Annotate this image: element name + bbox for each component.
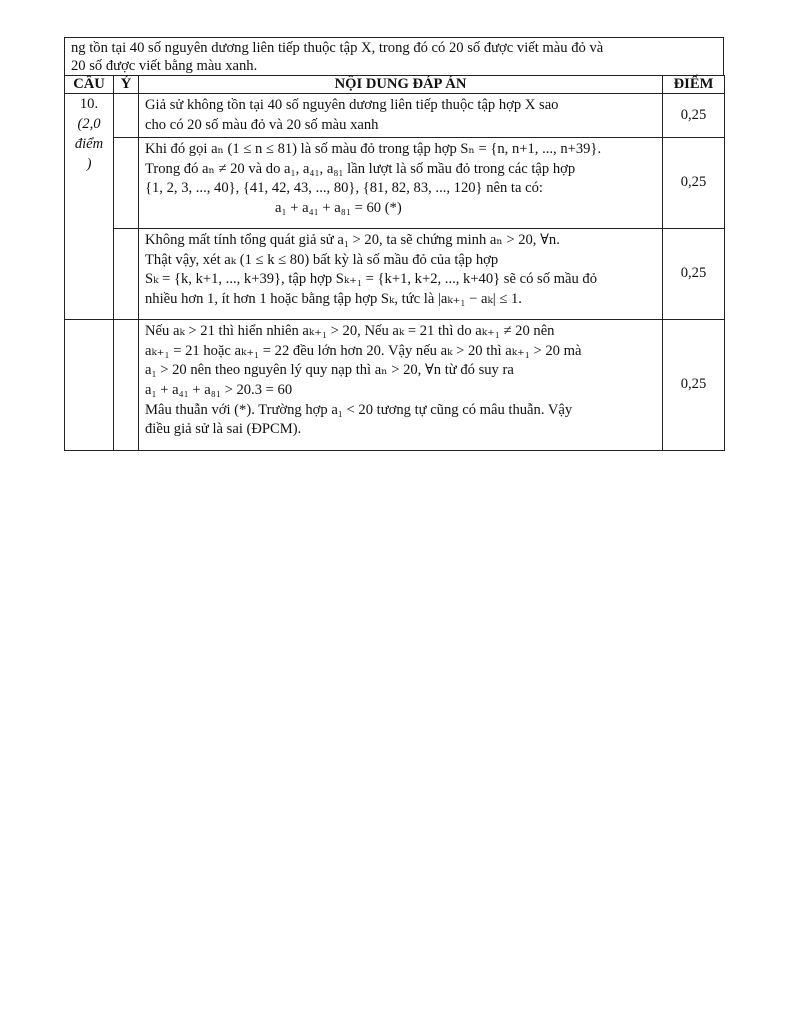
question-points: điểm [74, 136, 104, 152]
table-row [65, 94, 725, 138]
answer-content-cell [139, 138, 663, 229]
sub-item-cell [114, 138, 139, 229]
answer-line: a₁ > 20 nên theo nguyên lý quy nạp thì aₙ > 20, ∀n từ đó suy ra [145, 362, 514, 379]
answer-line: aₖ₊₁ = 21 hoặc aₖ₊₁ = 22 đều lớn hơn 20. Vậy nếu aₖ > 20 thì aₖ₊₁ > 20 mà [145, 342, 582, 359]
score-cell: 0,25 [663, 320, 725, 451]
table-row [65, 229, 725, 320]
answer-line: Mâu thuẫn với (*). Trường hợp a₁ < 20 tương tự cũng có mâu thuẫn. Vậy [145, 401, 573, 418]
header-diem: ĐIỂM [663, 76, 725, 94]
header-y: Ý [114, 76, 139, 94]
sub-item-cell [114, 229, 139, 320]
answer-line: Khi đó gọi aₙ (1 ≤ n ≤ 81) là số màu đỏ trong tập hợp Sₙ = {n, n+1, ..., n+39}. [145, 141, 602, 158]
score-cell: 0,25 [663, 94, 725, 138]
table-row [65, 138, 725, 229]
question-number: 10. [79, 96, 99, 112]
answer-line: Giả sử không tồn tại 40 số nguyên dương liên tiếp thuộc tập hợp X sao [145, 97, 559, 113]
intro-line: 20 số được viết bằng màu xanh. [71, 58, 258, 74]
answer-table [64, 75, 725, 451]
header-row [65, 76, 725, 94]
header-content: NỘI DUNG ĐÁP ÁN [139, 76, 663, 94]
answer-content-cell [139, 229, 663, 320]
answer-line: a₁ + a₄₁ + a₈₁ > 20.3 = 60 [145, 381, 293, 398]
question-points: (2,0 [77, 116, 101, 132]
answer-line: {1, 2, 3, ..., 40}, {41, 42, 43, ..., 80}, {81, 82, 83, ..., 120} nên ta có: [145, 180, 543, 197]
equation-line: a₁ + a₄₁ + a₈₁ = 60 (*) [275, 199, 402, 216]
problem-statement-fragment [64, 37, 724, 75]
answer-line: Trong đó aₙ ≠ 20 và do a₁, a₄₁, a₈₁ lần lượt là số mầu đỏ trong các tập hợp [145, 160, 576, 177]
answer-line: nhiều hơn 1, ít hơn 1 hoặc bằng tập hợp Sₖ, tức là |aₖ₊₁ − aₖ| ≤ 1. [145, 290, 522, 307]
question-points: ) [86, 156, 92, 172]
answer-key-page [64, 37, 724, 451]
sub-item-cell [114, 94, 139, 138]
sub-item-cell [114, 320, 139, 451]
question-number-cell [65, 320, 114, 451]
answer-line: Sₖ = {k, k+1, ..., k+39}, tập hợp Sₖ₊₁ = {k+1, k+2, ..., k+40} sẽ có số mầu đỏ [145, 271, 598, 288]
intro-line: ng tồn tại 40 số nguyên dương liên tiếp thuộc tập X, trong đó có 20 số được viết màu đỏ và [71, 40, 604, 56]
answer-line: điều giả sử là sai (ĐPCM). [145, 421, 302, 438]
question-number-cell [65, 94, 114, 320]
header-cau: CÂU [65, 76, 114, 94]
answer-content-cell [139, 320, 663, 451]
answer-line: Không mất tính tổng quát giả sử a₁ > 20, ta sẽ chứng minh aₙ > 20, ∀n. [145, 232, 560, 249]
score-cell: 0,25 [663, 229, 725, 320]
table-row [65, 320, 725, 451]
answer-line: Nếu aₖ > 21 thì hiển nhiên aₖ₊₁ > 20, Nếu aₖ = 21 thì do aₖ₊₁ ≠ 20 nên [145, 323, 555, 340]
answer-line: cho có 20 số màu đỏ và 20 số màu xanh [145, 116, 379, 133]
answer-line: Thật vậy, xét aₖ (1 ≤ k ≤ 80) bất kỳ là số mầu đỏ của tập hợp [145, 251, 499, 268]
score-cell: 0,25 [663, 138, 725, 229]
answer-content-cell [139, 94, 663, 138]
